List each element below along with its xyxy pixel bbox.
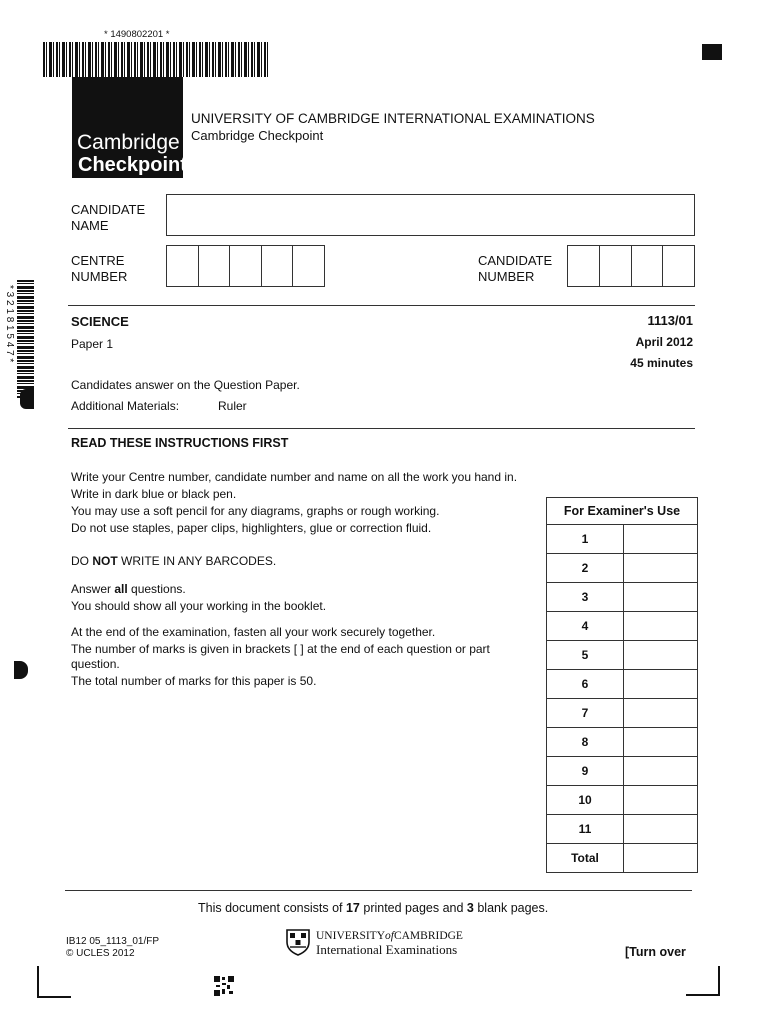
instruction-line: You may use a soft pencil for any diagrams, graphs or rough working. — [71, 504, 440, 518]
registration-mark — [702, 44, 722, 60]
centre-digit-box[interactable] — [293, 246, 324, 286]
divider — [68, 428, 695, 429]
candidate-digit-box[interactable] — [663, 246, 694, 286]
question-number: 1 — [547, 525, 624, 554]
question-number: 11 — [547, 815, 624, 844]
question-number: 9 — [547, 757, 624, 786]
paper-code: 1113/01 — [647, 313, 693, 328]
instruction-line: You should show all your working in the booklet. — [71, 599, 327, 613]
answer-all: Answer all questions. — [71, 582, 186, 596]
mark-cell[interactable] — [624, 583, 698, 612]
top-barcode — [43, 42, 269, 77]
instructions-heading: READ THESE INSTRUCTIONS FIRST — [71, 436, 289, 450]
side-barcode — [17, 280, 34, 398]
exam-date: April 2012 — [635, 335, 693, 349]
instruction-line: question. — [71, 657, 120, 671]
mark-cell[interactable] — [624, 612, 698, 641]
total-label: Total — [547, 844, 624, 873]
subject: SCIENCE — [71, 314, 129, 329]
candidate-name-field[interactable] — [166, 194, 695, 236]
question-number: 10 — [547, 786, 624, 815]
copyright: © UCLES 2012 — [66, 948, 135, 959]
total-mark-cell[interactable] — [624, 844, 698, 873]
question-number: 5 — [547, 641, 624, 670]
examiner-table-row — [547, 525, 698, 554]
instruction-line: Write in dark blue or black pen. — [71, 487, 237, 501]
divider — [68, 305, 695, 306]
examiner-table-title: For Examiner's Use — [547, 498, 698, 525]
mark-cell[interactable] — [624, 815, 698, 844]
university-crest-icon — [285, 928, 311, 956]
corner-mark-left — [37, 966, 71, 998]
question-number: 3 — [547, 583, 624, 612]
divider — [65, 890, 692, 891]
examiner-table-row — [547, 757, 698, 786]
centre-digit-box[interactable] — [262, 246, 294, 286]
paper-number: Paper 1 — [71, 337, 114, 351]
centre-number-label-1: CENTRE — [71, 253, 125, 268]
instruction-line: At the end of the examination, fasten all your work securely together. — [71, 625, 436, 639]
examiner-use-table — [546, 497, 698, 873]
instruction-line: The total number of marks for this paper is 50. — [71, 674, 317, 688]
centre-number-boxes[interactable] — [166, 245, 325, 287]
centre-number-label-2: NUMBER — [71, 269, 128, 284]
question-number: 6 — [547, 670, 624, 699]
examiner-table-row — [547, 554, 698, 583]
question-number: 7 — [547, 699, 624, 728]
materials-label: Additional Materials: — [71, 399, 180, 413]
barcode-warning: DO NOT WRITE IN ANY BARCODES. — [71, 554, 277, 568]
logo-line-2: Checkpoint — [78, 154, 187, 176]
examiner-table-body — [547, 525, 698, 873]
candidate-digit-box[interactable] — [600, 246, 632, 286]
barcode-number: * 1490802201 * — [104, 29, 170, 40]
qr-code-icon — [213, 975, 235, 997]
mark-cell[interactable] — [624, 641, 698, 670]
programme-title: Cambridge Checkpoint — [191, 128, 324, 143]
examiner-table-row — [547, 728, 698, 757]
candidate-digit-box[interactable] — [632, 246, 664, 286]
examiner-table-row — [547, 699, 698, 728]
side-mark — [20, 389, 34, 409]
examiner-table-row — [547, 670, 698, 699]
corner-mark-right — [686, 966, 720, 996]
question-number: 4 — [547, 612, 624, 641]
mark-cell[interactable] — [624, 554, 698, 583]
candidate-number-label-1: CANDIDATE — [478, 253, 553, 268]
university-name: UNIVERSITYofCAMBRIDGE — [316, 930, 463, 942]
question-number: 2 — [547, 554, 624, 583]
mark-cell[interactable] — [624, 525, 698, 554]
candidate-name-label-2: NAME — [71, 218, 109, 233]
candidate-digit-box[interactable] — [568, 246, 600, 286]
answer-note: Candidates answer on the Question Paper. — [71, 378, 300, 392]
materials-value: Ruler — [218, 399, 247, 413]
turn-over: [Turn over — [625, 945, 686, 959]
examiner-table-row — [547, 815, 698, 844]
examiner-table-row — [547, 641, 698, 670]
instruction-line: The number of marks is given in brackets [ ] at the end of each question or part — [71, 642, 490, 656]
candidate-name-label-1: CANDIDATE — [71, 202, 146, 217]
university-title: UNIVERSITY OF CAMBRIDGE INTERNATIONAL EXAMINATIONS — [191, 111, 595, 126]
examiner-table-row — [547, 786, 698, 815]
centre-digit-box[interactable] — [167, 246, 199, 286]
logo-line-1: Cambridge — [77, 131, 180, 154]
mark-cell[interactable] — [624, 757, 698, 786]
question-number: 8 — [547, 728, 624, 757]
reference-code: IB12 05_1113_01/FP — [66, 936, 160, 947]
mark-cell[interactable] — [624, 670, 698, 699]
mark-cell[interactable] — [624, 786, 698, 815]
cambridge-checkpoint-logo — [72, 77, 187, 178]
examiner-table-total-row — [547, 844, 698, 873]
instruction-line: Write your Centre number, candidate number and name on all the work you hand in. — [71, 470, 518, 484]
centre-digit-box[interactable] — [199, 246, 231, 286]
centre-digit-box[interactable] — [230, 246, 262, 286]
mark-cell[interactable] — [624, 728, 698, 757]
examiner-table-row — [547, 583, 698, 612]
examiner-table-row — [547, 612, 698, 641]
hole-punch-mark — [14, 661, 28, 679]
international-examinations: International Examinations — [316, 942, 458, 957]
instruction-line: Do not use staples, paper clips, highlighters, glue or correction fluid. — [71, 521, 432, 535]
candidate-number-label-2: NUMBER — [478, 269, 535, 284]
candidate-number-boxes[interactable] — [567, 245, 695, 287]
exam-duration: 45 minutes — [630, 356, 693, 370]
mark-cell[interactable] — [624, 699, 698, 728]
page-count: This document consists of 17 printed pages and 3 blank pages. — [198, 901, 549, 915]
side-code: * 3 2 1 8 1 5 4 7 * — [4, 285, 15, 363]
